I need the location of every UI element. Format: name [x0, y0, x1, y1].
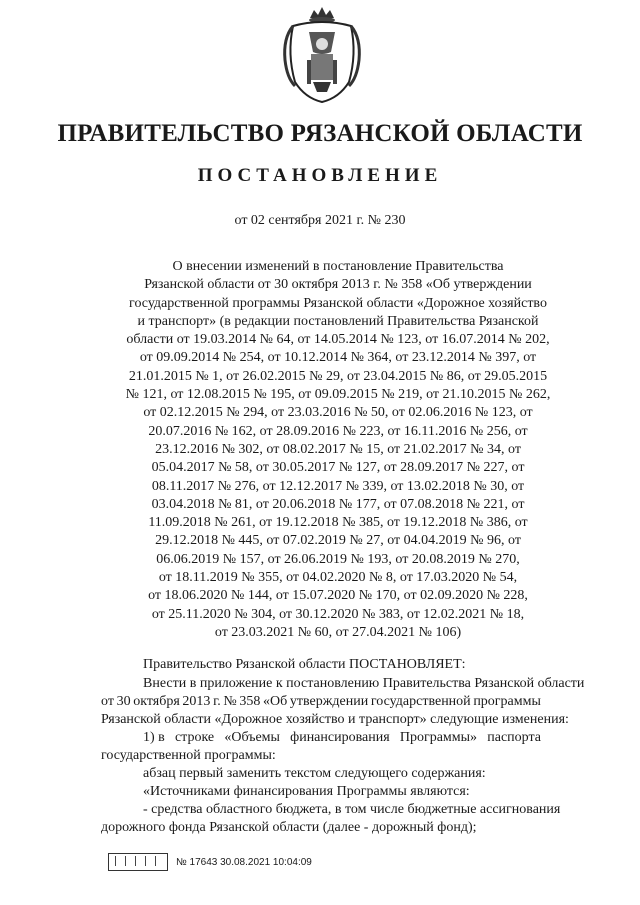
resolves-line: Правительство Рязанской области ПОСТАНОВЛЯЕТ: — [143, 657, 466, 672]
subject-line: области от 19.03.2014 № 64, от 14.05.2014 № 123, от 16.07.2014 № 202, — [126, 332, 550, 348]
subject-line: от 18.11.2019 № 355, от 04.02.2020 № 8, от 17.03.2020 № 54, — [158, 570, 518, 586]
decree-subject — [118, 258, 558, 642]
intro-word: от — [101, 694, 114, 709]
subject-line: 21.01.2015 № 1, от 26.02.2015 № 29, от 23.04.2015 № 86, от 29.05.2015 — [128, 368, 548, 384]
item1-word: строке — [174, 730, 215, 745]
subject-line: 03.04.2018 № 81, от 20.06.2018 № 177, от 07.08.2018 № 221, от — [151, 496, 525, 512]
intro-word: государственной — [370, 694, 471, 709]
subject-line: 23.12.2016 № 302, от 08.02.2017 № 15, от 21.02.2017 № 34, от — [155, 441, 521, 457]
replace-line: абзац первый заменить текстом следующего содержания: — [143, 766, 486, 781]
subject-line: от 02.12.2015 № 294, от 23.03.2016 № 50, от 02.06.2016 № 123, от — [143, 405, 533, 421]
item1-word: Программы» — [399, 730, 478, 745]
registration-number: № 17643 30.08.2021 10:04:09 — [176, 856, 312, 868]
subject-line: № 121, от 12.08.2015 № 195, от 09.09.2015 № 219, от 21.10.2015 № 262, — [125, 387, 551, 403]
government-title: ПРАВИТЕЛЬСТВО РЯЗАНСКОЙ ОБЛАСТИ — [57, 120, 583, 147]
quote-line: «Источниками финансирования Программы являются: — [143, 784, 470, 799]
subject-line: О внесении изменений в постановление Правительства — [172, 259, 504, 274]
item1-word: финансирования — [290, 730, 390, 745]
intro-line: Рязанской области «Дорожное хозяйство и транспорт» следующие изменения: — [101, 712, 569, 727]
decree-date-number: от 02 сентября 2021 г. № 230 — [234, 213, 406, 228]
registration-footer — [108, 852, 312, 872]
subject-line: от 23.03.2021 № 60, от 27.04.2021 № 106) — [214, 624, 462, 640]
intro-word: г. — [213, 694, 221, 709]
subject-line: государственной программы Рязанской области «Дорожное хозяйство — [129, 295, 547, 311]
intro-word: «Об — [263, 694, 288, 709]
subject-line: от 25.11.2020 № 304, от 30.12.2020 № 383, от 12.02.2021 № 18, — [151, 606, 525, 622]
subject-line: 29.12.2018 № 445, от 07.02.2019 № 27, от 04.04.2019 № 96, от — [155, 533, 521, 549]
budget-line: дорожного фонда Рязанской области (далее - дорожный фонд); — [101, 820, 477, 835]
intro-word: № — [223, 694, 237, 709]
item1-word: паспорта — [487, 730, 541, 745]
intro-word: 358 — [239, 694, 261, 709]
intro-word: 30 — [116, 694, 131, 709]
subject-line: 05.04.2017 № 58, от 30.05.2017 № 127, от 28.09.2017 № 227, от — [151, 460, 525, 476]
subject-line: и транспорт» (в редакции постановлений Правительства Рязанской — [137, 313, 539, 329]
subject-line: 08.11.2017 № 276, от 12.12.2017 № 339, от 13.02.2018 № 30, от — [151, 478, 525, 494]
intro-word: утверждении — [289, 694, 369, 709]
subject-line: 20.07.2016 № 162, от 28.09.2016 № 223, от 16.11.2016 № 256, от — [148, 423, 528, 439]
subject-line: 11.09.2018 № 261, от 19.12.2018 № 385, от 19.12.2018 № 386, от — [148, 515, 528, 531]
coat-of-arms-emblem — [279, 4, 365, 104]
subject-line: от 09.09.2014 № 254, от 10.12.2014 № 364, от 23.12.2014 № 397, от — [139, 350, 537, 366]
intro-justified-line — [101, 693, 541, 711]
intro-word: программы — [473, 694, 541, 709]
intro-word: 2013 — [182, 694, 211, 709]
budget-line: - средства областного бюджета, в том числе бюджетные ассигнования — [143, 802, 561, 817]
item1-line: государственной программы: — [101, 748, 276, 763]
registry-stamp-icon — [108, 853, 168, 871]
subject-line: от 18.06.2020 № 144, от 15.07.2020 № 170, от 02.09.2020 № 228, — [148, 588, 528, 604]
subject-line: Рязанской области от 30 октября 2013 г. № 358 «Об утверждении — [144, 277, 532, 293]
item1-justified-line — [143, 729, 541, 747]
intro-word: октября — [133, 694, 180, 709]
subject-line: 06.06.2019 № 157, от 26.06.2019 № 193, от 20.08.2019 № 270, — [156, 551, 520, 567]
item1-word: «Объемы — [224, 730, 280, 745]
item1-word: 1) в — [143, 730, 165, 745]
document-type: ПОСТАНОВЛЕНИЕ — [197, 165, 443, 186]
intro-line: Внести в приложение к постановлению Правительства Рязанской области — [143, 676, 585, 691]
